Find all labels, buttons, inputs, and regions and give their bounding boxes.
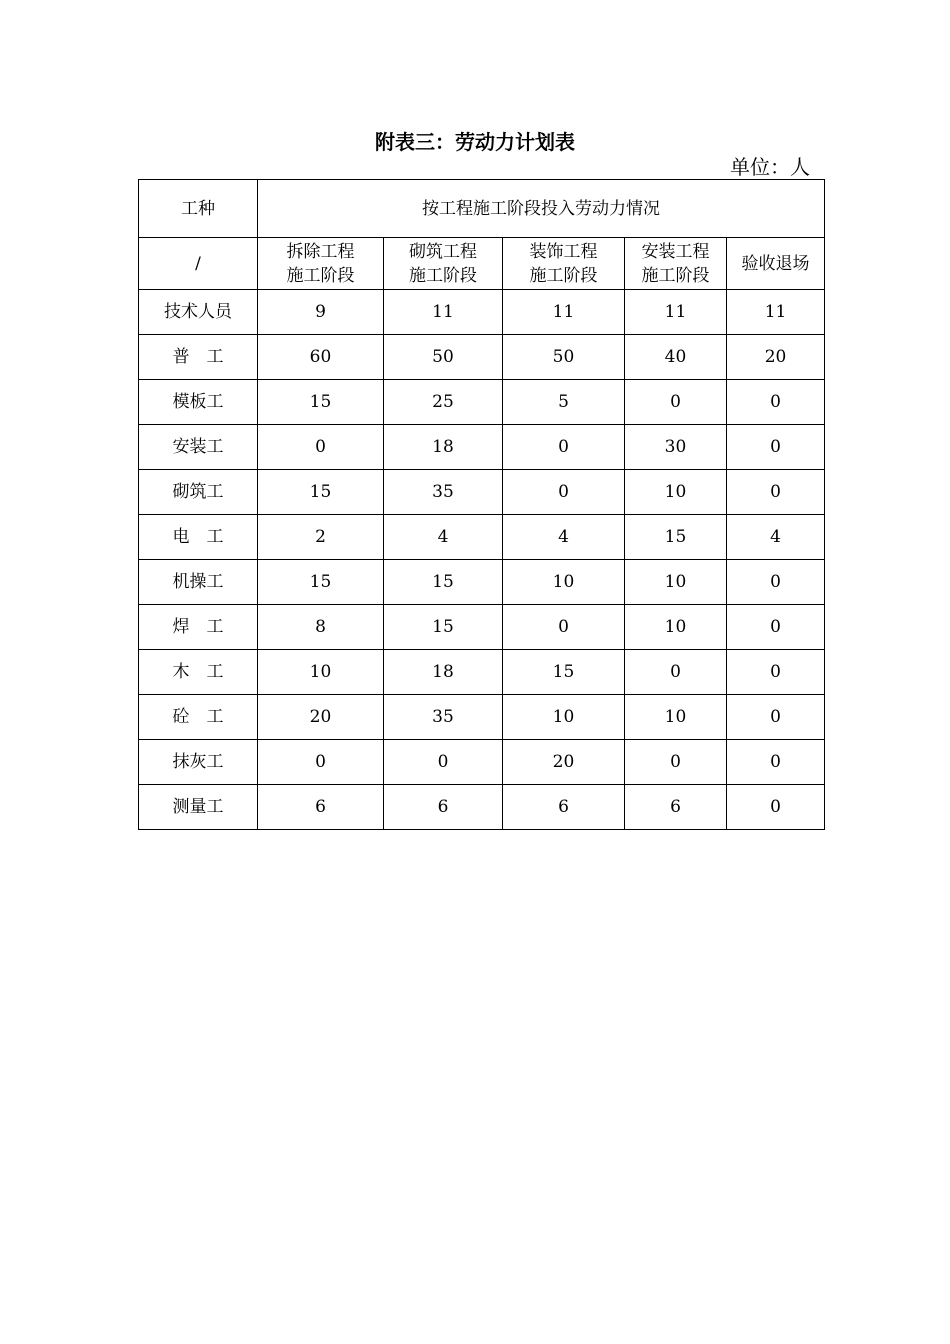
worker-count-cell: 0: [727, 740, 825, 785]
labor-plan-table: [138, 179, 825, 830]
worker-count-cell: 15: [625, 515, 727, 560]
worker-count-cell: 0: [625, 650, 727, 695]
stage-header-row: [139, 238, 825, 290]
worker-count-cell: 40: [625, 335, 727, 380]
worker-count-cell: 20: [258, 695, 384, 740]
worker-count-cell: 0: [727, 380, 825, 425]
worker-count-cell: 18: [384, 650, 503, 695]
worker-count-cell: 11: [384, 290, 503, 335]
worker-count-cell: 10: [625, 560, 727, 605]
worker-count-cell: 0: [258, 740, 384, 785]
worker-count-cell: 10: [503, 695, 625, 740]
worker-count-cell: 4: [503, 515, 625, 560]
worker-count-cell: 0: [384, 740, 503, 785]
stage-header-demolition: 拆除工程 施工阶段: [258, 238, 384, 290]
stage-header-acceptance-exit: 验收退场: [727, 238, 825, 290]
worker-count-cell: 0: [503, 470, 625, 515]
worker-count-cell: 0: [727, 470, 825, 515]
worker-count-cell: 35: [384, 470, 503, 515]
trade-name-cell: 技术人员: [139, 290, 258, 335]
trade-name-cell: 安装工: [139, 425, 258, 470]
worker-count-cell: 0: [727, 605, 825, 650]
trade-subheader-slash: /: [139, 238, 258, 290]
worker-count-cell: 30: [625, 425, 727, 470]
worker-count-cell: 6: [503, 785, 625, 830]
labor-plan-table-body: [139, 180, 825, 830]
table-row: [139, 560, 825, 605]
worker-count-cell: 0: [727, 785, 825, 830]
worker-count-cell: 20: [503, 740, 625, 785]
trade-name-cell: 砌筑工: [139, 470, 258, 515]
worker-count-cell: 10: [625, 470, 727, 515]
table-row: [139, 695, 825, 740]
trade-name-cell: 抹灰工: [139, 740, 258, 785]
trade-column-header: 工种: [139, 180, 258, 238]
worker-count-cell: 11: [625, 290, 727, 335]
table-row: [139, 740, 825, 785]
worker-count-cell: 8: [258, 605, 384, 650]
trade-name-cell: 普 工: [139, 335, 258, 380]
table-row: [139, 290, 825, 335]
worker-count-cell: 10: [258, 650, 384, 695]
worker-count-cell: 15: [258, 470, 384, 515]
table-row: [139, 470, 825, 515]
trade-name-cell: 木 工: [139, 650, 258, 695]
worker-count-cell: 10: [625, 695, 727, 740]
worker-count-cell: 11: [727, 290, 825, 335]
worker-count-cell: 50: [384, 335, 503, 380]
worker-count-cell: 0: [503, 605, 625, 650]
worker-count-cell: 4: [727, 515, 825, 560]
table-row: [139, 650, 825, 695]
stage-header-masonry: 砌筑工程 施工阶段: [384, 238, 503, 290]
worker-count-cell: 9: [258, 290, 384, 335]
worker-count-cell: 5: [503, 380, 625, 425]
table-row: [139, 515, 825, 560]
stage-header-installation: 安装工程 施工阶段: [625, 238, 727, 290]
trade-name-cell: 焊 工: [139, 605, 258, 650]
trade-name-cell: 模板工: [139, 380, 258, 425]
worker-count-cell: 10: [503, 560, 625, 605]
worker-count-cell: 10: [625, 605, 727, 650]
worker-count-cell: 20: [727, 335, 825, 380]
worker-count-cell: 15: [258, 380, 384, 425]
trade-name-cell: 电 工: [139, 515, 258, 560]
worker-count-cell: 6: [384, 785, 503, 830]
stage-group-header: 按工程施工阶段投入劳动力情况: [258, 180, 825, 238]
table-header-row: [139, 180, 825, 238]
worker-count-cell: 0: [727, 425, 825, 470]
worker-count-cell: 11: [503, 290, 625, 335]
worker-count-cell: 2: [258, 515, 384, 560]
table-row: [139, 605, 825, 650]
worker-count-cell: 35: [384, 695, 503, 740]
worker-count-cell: 4: [384, 515, 503, 560]
table-row: [139, 380, 825, 425]
worker-count-cell: 15: [384, 560, 503, 605]
worker-count-cell: 0: [625, 740, 727, 785]
worker-count-cell: 0: [727, 560, 825, 605]
worker-count-cell: 0: [727, 695, 825, 740]
table-row: [139, 425, 825, 470]
worker-count-cell: 15: [503, 650, 625, 695]
trade-name-cell: 机操工: [139, 560, 258, 605]
table-row: [139, 785, 825, 830]
worker-count-cell: 0: [727, 650, 825, 695]
trade-name-cell: 测量工: [139, 785, 258, 830]
worker-count-cell: 60: [258, 335, 384, 380]
unit-label: 单位：人: [730, 155, 810, 179]
stage-header-decoration: 装饰工程 施工阶段: [503, 238, 625, 290]
worker-count-cell: 0: [503, 425, 625, 470]
worker-count-cell: 25: [384, 380, 503, 425]
worker-count-cell: 15: [258, 560, 384, 605]
page-title: 附表三：劳动力计划表: [375, 130, 575, 154]
trade-name-cell: 砼 工: [139, 695, 258, 740]
worker-count-cell: 15: [384, 605, 503, 650]
table-row: [139, 335, 825, 380]
worker-count-cell: 6: [625, 785, 727, 830]
worker-count-cell: 18: [384, 425, 503, 470]
worker-count-cell: 50: [503, 335, 625, 380]
worker-count-cell: 6: [258, 785, 384, 830]
worker-count-cell: 0: [258, 425, 384, 470]
worker-count-cell: 0: [625, 380, 727, 425]
